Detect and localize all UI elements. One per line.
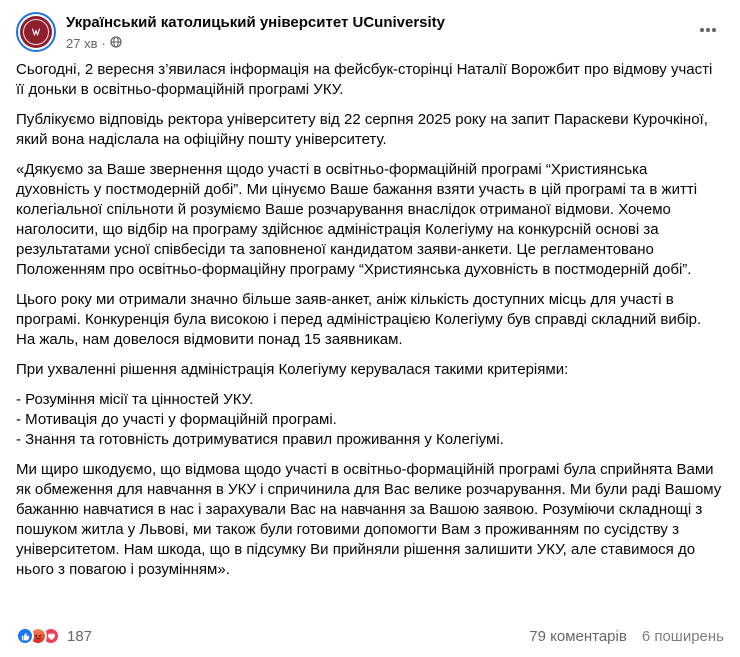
header-text [66,12,692,52]
paragraph: При ухваленні рішення адміністрація Колегіуму керувалася такими критеріями: [16,361,569,378]
post-header [0,0,740,52]
post-text [0,52,740,590]
comments-count-link[interactable]: 79 коментарів [529,627,627,645]
more-options-icon[interactable] [692,14,724,46]
globe-icon [110,35,122,52]
shares-count-link[interactable]: 6 поширень [641,627,724,645]
page-avatar[interactable] [16,12,56,52]
post-meta [66,35,692,52]
paragraph: Цього року ми отримали значно більше заяв-анкет, аніж кількість доступних місць для участі в програмі. Конкуренція була високою і перед адміністрацією Колегіуму був справді складний вибір. На жаль, нам довелося відмовити понад 15 заявникам. [16,291,706,348]
like-icon[interactable] [16,627,34,645]
criteria-item: - Знання та готовність дотримуватися правил проживання у Колегіумі. [16,431,504,448]
engagement-bar [0,617,740,657]
meta-separator: · [101,36,106,51]
ucu-crest-icon [20,16,52,48]
reaction-count[interactable]: 187 [67,627,93,645]
reactions-summary[interactable] [16,627,92,645]
criteria-item: - Розуміння місії та цінностей УКУ. [16,391,254,408]
page-name-link[interactable]: Український католицький університет UCuniversity [66,14,446,31]
timestamp-link[interactable]: 27 хв [66,36,98,51]
paragraph: Ми щиро шкодуємо, що відмова щодо участі в освітньо-формаційній програмі була сприйнята Вами як обмеження для навчання в УКУ і спричинила для Вас велике розчарування. Ми були раді Вашому бажанню навчатися в нас і зарахували Вас на навчання за Вашою заявою. Розуміючи складнощі з пошуком житла у Львові, ми також були готовими допомогти Вам з проживанням по сусідству з університетом. Нам шкода, що в підсумку Ви прийняли рішення залишити УКУ, але ставимося до нього з повагою і розумінням». [16,461,726,578]
paragraph: «Дякуємо за Ваше звернення щодо участі в освітньо-формаційній програмі “Християнська духовність у постмодерній добі”. Ми цінуємо Ваше бажання взяти участь в цій програмі та в житті колегіальної спільноти й розуміємо Ваше розчарування внаслідок отриманої відмови. Хочемо наголосити, що відбір на програму здійснює адміністрація Колегіуму на конкурсній основі за результатами усної співбесіди та заповненої кандидатом заяви-анкети. Це регламентовано Положенням про освітньо-формаційну програму “Християнська духовність в постмодерній добі”. [16,161,702,278]
paragraph: Сьогодні, 2 вересня з’явилася інформація на фейсбук-сторінці Наталії Ворожбит про відмову участі її доньки в освітньо-формаційній програмі УКУ. [16,61,717,98]
paragraph: Публікуємо відповідь ректора університету від 22 серпня 2025 року на запит Параскеви Курочкіної, який вона надіслала на офіційну пошту університету. [16,111,713,148]
criteria-item: - Мотивація до участі у формаційній програмі. [16,411,337,428]
criteria-list [16,390,724,450]
counts-right [529,628,724,645]
